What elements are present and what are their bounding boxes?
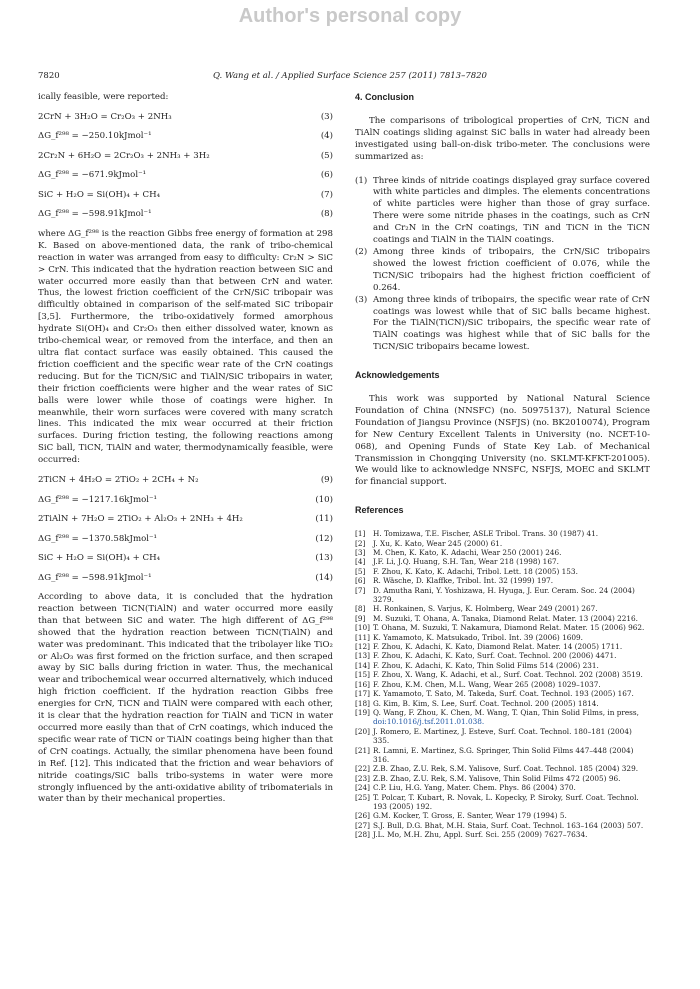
reference-label: [1]	[355, 529, 366, 539]
list-item	[355, 247, 650, 295]
reference-text: R. Wäsche, D. Klaffke, Tribol. Int. 32 (1999) 197.	[373, 576, 554, 586]
reference-label: [27]	[355, 820, 370, 830]
reference-label: [19]	[355, 707, 370, 717]
reference-item	[355, 651, 650, 660]
reference-label: [9]	[355, 613, 366, 623]
equation-text: SiC + H₂O = Si(OH)₄ + CH₄	[38, 553, 161, 564]
reference-item	[355, 548, 650, 557]
reference-item	[355, 727, 650, 746]
left-column	[38, 92, 333, 806]
acknowledgements-text: This work was supported by National Natural Science Foundation of China (NNSFC) (no. 50975137), Natural Science Foundation of Jiangsu Province (NSFJS) (no. BK2010074), Program for New Century Excellent Talents in University (no. NCET-10-068), and Opening Funds of State Key Lab. of Mechanical Transmission in Chongqing University (no. SKLMT-KFKT-201005). We would like to acknowledge NNSFC, NSFJS, MOEC and SKLMT for financial support.	[355, 394, 650, 488]
reference-item	[355, 699, 650, 708]
reference-text: F. Zhou, K. Adachi, K. Kato, Thin Solid Films 514 (2006) 231.	[373, 660, 599, 670]
reference-label: [22]	[355, 764, 370, 774]
equation	[38, 471, 333, 491]
equation-number: (13)	[315, 553, 333, 564]
equation-group-a	[38, 108, 333, 225]
equation	[38, 127, 333, 147]
equation-text: 2TiCN + 4H₂O = 2TiO₂ + 2CH₄ + N₂	[38, 475, 199, 486]
reference-item	[355, 680, 650, 689]
reference-label: [17]	[355, 689, 370, 699]
reference-label: [12]	[355, 642, 370, 652]
reference-label: [16]	[355, 679, 370, 689]
reference-item	[355, 576, 650, 585]
list-text: Among three kinds of tribopairs, the CrN/SiC tribopairs showed the lowest friction coefficient of 0.076, while the TiCN/SiC tribopairs had the highest friction coefficient of 0.264.	[373, 246, 650, 293]
equation	[38, 549, 333, 569]
equation-number: (4)	[320, 131, 333, 142]
equation-text: ΔG_f²⁹⁸ = −671.9kJmol⁻¹	[38, 170, 147, 181]
reference-list	[355, 529, 650, 839]
equation-number: (9)	[320, 475, 333, 486]
reference-text: G.M. Kocker, T. Gross, E. Santer, Wear 179 (1994) 5.	[373, 811, 567, 821]
equation	[38, 510, 333, 530]
reference-label: [2]	[355, 538, 366, 548]
reference-item	[355, 811, 650, 820]
reference-item	[355, 708, 650, 727]
reference-text: M. Suzuki, T. Ohana, A. Tanaka, Diamond Relat. Mater. 13 (2004) 2216.	[373, 613, 638, 623]
reference-item	[355, 642, 650, 651]
equation-number: (6)	[320, 170, 333, 181]
body-paragraph: where ΔG_f²⁹⁸ is the reaction Gibbs free energy of formation at 298 K. Based on above-mentioned data, the rank of tribo-chemical reaction in water was arranged from easy to difficulty: Cr₂N > SiC > CrN. This indicated that the hydration reaction between SiC and water occurred more easily than that between CrN and water. Thus, the lowest friction coefficient of the CrN/SiC tribopair was difficultly obtained in comparison of the self-mated SiC tribopair [3,5]. Furthermore, the tribo-oxidatively formed amorphous hydrate Si(OH)₄ and Cr₂O₃ then either dissolved water, known as tribo-chemical wear, or removed from the interface, and then an ultra flat contact surface was easily obtained. This caused the friction coefficient and the specific wear rate of the CrN coatings reducing. But for the TiCN/SiC and TiAlN/SiC tribopairs in water, their friction coefficients were higher and the wear rates of SiC balls were lower while those of coatings were higher. In meanwhile, their worn surfaces were covered with many scratch lines. This indicated the mix wear occurred at their friction surfaces. During friction testing, the following reactions among SiC ball, TiCN, TiAlN and water, thermodynamically feasible, were occurred:	[38, 228, 333, 466]
reference-text: J.F. Li, J.Q. Huang, S.H. Tan, Wear 218 (1998) 167.	[373, 557, 559, 567]
reference-label: [26]	[355, 811, 370, 821]
reference-item	[355, 764, 650, 773]
list-label: (3)	[355, 294, 368, 305]
reference-text: R. Lamni, E. Martinez, S.G. Springer, Thin Solid Films 447–448 (2004) 316.	[373, 745, 634, 764]
reference-text: J.L. Mo, M.H. Zhu, Appl. Surf. Sci. 255 (2009) 7627–7634.	[373, 830, 588, 840]
equation	[38, 108, 333, 128]
reference-item	[355, 529, 650, 538]
equation-number: (7)	[320, 189, 333, 200]
equation	[38, 530, 333, 550]
reference-text: H. Ronkainen, S. Varjus, K. Holmberg, Wear 249 (2001) 267.	[373, 604, 598, 614]
intro-line: ically feasible, were reported:	[38, 92, 169, 102]
conclusion-list	[355, 176, 650, 355]
conclusion-heading: 4. Conclusion	[355, 92, 415, 102]
equation-text: ΔG_f²⁹⁸ = −598.91kJmol⁻¹	[38, 572, 152, 583]
equation-number: (12)	[315, 533, 333, 544]
reference-item	[355, 670, 650, 679]
reference-item	[355, 783, 650, 792]
reference-text: F. Zhou, K. Adachi, K. Kato, Surf. Coat. Technol. 200 (2006) 4471.	[373, 651, 617, 661]
equation	[38, 491, 333, 511]
reference-text: J. Xu, K. Kato, Wear 245 (2000) 61.	[373, 538, 503, 548]
reference-text: Z.B. Zhao, Z.U. Rek, S.M. Yalisove, Thin Solid Films 472 (2005) 96.	[373, 773, 621, 783]
equation	[38, 205, 333, 225]
equation-text: 2Cr₂N + 6H₂O = 2Cr₂O₃ + 2NH₃ + 3H₂	[38, 150, 210, 161]
equation-text: ΔG_f²⁹⁸ = −1370.58kJmol⁻¹	[38, 533, 157, 544]
equation-number: (14)	[315, 572, 333, 583]
reference-label: [18]	[355, 698, 370, 708]
reference-label: [7]	[355, 585, 366, 595]
reference-text: M. Chen, K. Kato, K. Adachi, Wear 250 (2001) 246.	[373, 548, 562, 557]
page-number: 7820	[38, 71, 60, 81]
equation	[38, 166, 333, 186]
reference-item	[355, 746, 650, 765]
body-paragraph: According to above data, it is concluded that the hydration reaction between TiCN(TiAlN) and water occurred more easily than that between SiC and water. The high different of ΔG_f²⁹⁸ showed that the hydration reaction between TiCN(TiAlN) and water was predominant. This indicated that the tribolayer like TiO₂ or Al₂O₃ was first formed on the friction surface, and then scraped away by SiC balls during friction in water. Thus, the mechanical wear and tribochemical wear occurred alternatively, which induced high friction coefficient. If the hydration reaction Gibbs free energies for CrN, TiCN and TiAlN were compared with each other, it is clear that the hydration reaction for TiAlN and TiCN in water occurred more easily than that of CrN coatings, which induced the specific wear rate of TiCN or TiAlN coatings being higher than that of CrN coatings. Actually, the similar phenomena have been found in Ref. [12]. This indicated that the friction and wear behaviors of nitride coatings/SiC balls tribo-systems in water were more strongly influenced by the anti-oxidative ability of tribomaterials in water than by their mechanical properties.	[38, 592, 333, 805]
reference-label: [6]	[355, 576, 366, 586]
reference-text: C.P. Liu, H.G. Yang, Mater. Chem. Phys. 86 (2004) 370.	[373, 783, 576, 793]
equation-number: (5)	[320, 150, 333, 161]
conclusion-intro: The comparisons of tribological properties of CrN, TiCN and TiAlN coatings sliding against SiC balls in water had already been investigated using ball-on-disk tribo-meter. The conclusions were summarized as:	[355, 115, 650, 162]
reference-item	[355, 774, 650, 783]
reference-item	[355, 623, 650, 632]
reference-text: K. Yamamoto, K. Matsukado, Tribol. Int. 39 (2006) 1609.	[373, 632, 583, 642]
reference-item	[355, 567, 650, 576]
reference-text: Z.B. Zhao, Z.U. Rek, S.M. Yalisove, Surf. Coat. Technol. 185 (2004) 329.	[373, 764, 639, 774]
running-head: Q. Wang et al. / Applied Surface Science 257 (2011) 7813–7820	[213, 71, 487, 81]
reference-item	[355, 633, 650, 642]
reference-item	[355, 830, 650, 839]
equation-number: (8)	[320, 209, 333, 220]
reference-label: [28]	[355, 830, 370, 840]
reference-text: F. Zhou, K.M. Chen, M.L. Wang, Wear 265 (2008) 1029–1037.	[373, 679, 601, 689]
equation-text: 2CrN + 3H₂O = Cr₂O₃ + 2NH₃	[38, 111, 172, 122]
reference-label: [10]	[355, 623, 370, 633]
reference-text: Q. Wang, F. Zhou, K. Chen, M. Wang, T. Qian, Thin Solid Films, in press,	[373, 707, 639, 717]
reference-item	[355, 821, 650, 830]
reference-text: T. Polcar, T. Kubart, R. Novak, L. Kopecky, P. Siroky, Surf. Coat. Technol. 193 (2005) 192.	[373, 792, 639, 811]
reference-text: T. Ohana, M. Suzuki, T. Nakamura, Diamond Relat. Mater. 15 (2006) 962.	[373, 623, 645, 633]
list-text: Among three kinds of tribopairs, the specific wear rate of CrN coatings was lowest while that of SiC balls became highest. For the TiAlN(TiCN)/SiC tribopairs, the specific wear rate of TiAlN coatings was highest while that of SiC balls for the TiCN/SiC tribopairs became lowest.	[373, 294, 650, 353]
reference-label: [15]	[355, 670, 370, 680]
reference-label: [11]	[355, 632, 370, 642]
equation	[38, 147, 333, 167]
reference-text: F. Zhou, X. Wang, K. Adachi, et al., Surf. Coat. Technol. 202 (2008) 3519.	[373, 670, 643, 680]
reference-item	[355, 614, 650, 623]
list-item	[355, 295, 650, 355]
reference-item	[355, 586, 650, 605]
acknowledgements-heading: Acknowledgements	[355, 370, 440, 381]
list-label: (2)	[355, 246, 368, 257]
equation-text: SiC + H₂O = Si(OH)₄ + CH₄	[38, 189, 161, 200]
equation-text: ΔG_f²⁹⁸ = −598.91kJmol⁻¹	[38, 209, 152, 220]
reference-label: [5]	[355, 566, 366, 576]
reference-label: [24]	[355, 783, 370, 793]
references-heading: References	[355, 505, 404, 516]
reference-label: [4]	[355, 557, 366, 567]
reference-item	[355, 793, 650, 812]
equation-number: (11)	[315, 514, 333, 525]
reference-label: [25]	[355, 792, 370, 802]
reference-text: H. Tomizawa, T.E. Fischer, ASLE Tribol. Trans. 30 (1987) 41.	[373, 529, 599, 539]
equation	[38, 569, 333, 589]
reference-text: F. Zhou, K. Kato, K. Adachi, Tribol. Lett. 18 (2005) 153.	[373, 566, 578, 576]
reference-text: F. Zhou, K. Adachi, K. Kato, Diamond Relat. Mater. 14 (2005) 1711.	[373, 642, 623, 652]
reference-item	[355, 689, 650, 698]
reference-label: [14]	[355, 660, 370, 670]
reference-text: J. Romero, E. Martinez, J. Esteve, Surf. Coat. Technol. 180–181 (2004) 335.	[373, 726, 632, 746]
reference-label: [8]	[355, 604, 366, 614]
equation-number: (10)	[315, 494, 333, 505]
equation-text: 2TiAlN + 7H₂O = 2TiO₂ + Al₂O₃ + 2NH₃ + 4H₂	[38, 514, 243, 525]
reference-label: [3]	[355, 548, 366, 557]
reference-label: [13]	[355, 651, 370, 661]
reference-label: [21]	[355, 745, 370, 755]
reference-item	[355, 557, 650, 566]
reference-text: S.J. Bull, D.G. Bhat, M.H. Staia, Surf. Coat. Technol. 163–164 (2003) 507.	[373, 820, 644, 830]
reference-text: G. Kim, B. Kim, S. Lee, Surf. Coat. Technol. 200 (2005) 1814.	[373, 698, 599, 708]
list-item	[355, 176, 650, 247]
reference-text: K. Yamamoto, T. Sato, M. Takeda, Surf. Coat. Technol. 193 (2005) 167.	[373, 689, 634, 699]
list-label: (1)	[355, 175, 368, 186]
watermark: Author's personal copy	[238, 5, 462, 27]
list-text: Three kinds of nitride coatings displayed gray surface covered with white particles and dimples. The elements concentrations of white particles were higher than those of gray surface. There were some nitride phases in the coatings, such as CrN and Cr₂N in the CrN coatings, TiN and TiCN in the TiCN coatings and TiAlN in the TiAlN coatings.	[373, 175, 650, 246]
right-column	[355, 92, 650, 840]
equation-text: ΔG_f²⁹⁸ = −250.10kJmol⁻¹	[38, 131, 152, 142]
reference-item	[355, 661, 650, 670]
equation-number: (3)	[320, 111, 333, 122]
reference-label: [23]	[355, 773, 370, 783]
reference-label: [20]	[355, 726, 370, 736]
reference-text: D. Amutha Rani, Y. Yoshizawa, H. Hyuga, J. Eur. Ceram. Soc. 24 (2004) 3279.	[373, 585, 635, 605]
equation-text: ΔG_f²⁹⁸ = −1217.16kJmol⁻¹	[38, 494, 157, 505]
equation	[38, 186, 333, 206]
reference-item	[355, 604, 650, 613]
equation-group-b	[38, 471, 333, 588]
doi-link[interactable]: doi:10.1016/j.tsf.2011.01.038.	[373, 717, 485, 727]
reference-item	[355, 539, 650, 548]
